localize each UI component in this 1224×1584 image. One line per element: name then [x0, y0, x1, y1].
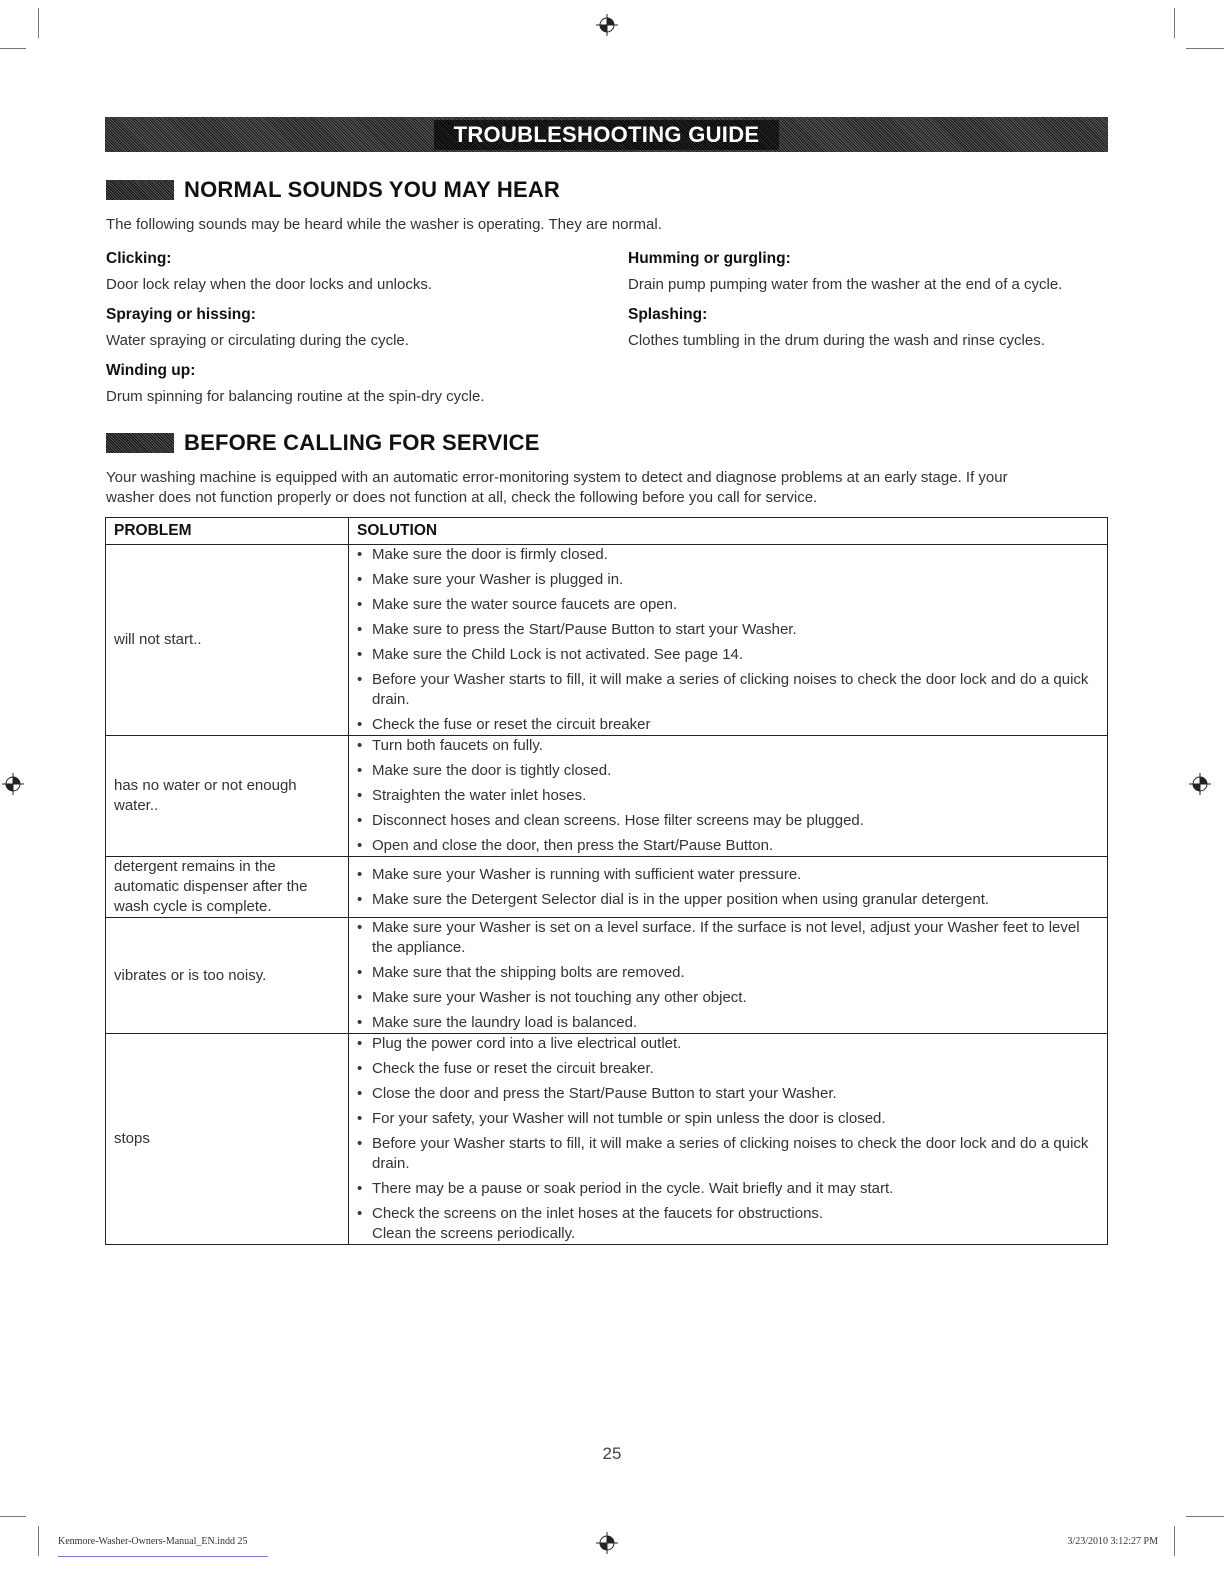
crop-mark [1186, 48, 1224, 49]
sound-desc-winding: Drum spinning for balancing routine at the spin-dry cycle. [106, 388, 485, 405]
service-heading [106, 430, 540, 456]
banner-title: TROUBLESHOOTING GUIDE [434, 120, 780, 150]
normal-sounds-intro: The following sounds may be heard while the washer is operating. They are normal. [106, 216, 662, 233]
solution-item: • Open and close the door, then press the Start/Pause Button. [357, 836, 1099, 856]
solution-cell [349, 545, 1108, 736]
service-title: BEFORE CALLING FOR SERVICE [184, 430, 540, 455]
table-row [106, 545, 1108, 736]
table-row [106, 857, 1108, 918]
problem-cell: vibrates or is too noisy. [106, 918, 349, 1034]
solution-item: • Make sure your Washer is set on a level surface. If the surface is not level, adjust your Washer feet to level the appliance. [357, 918, 1099, 958]
solution-item: • Make sure that the shipping bolts are removed. [357, 963, 1099, 983]
service-intro-line-2: washer does not function properly or does not function at all, check the following before you call for service. [106, 489, 818, 506]
solution-list [357, 545, 1099, 735]
registration-mark-icon [596, 1532, 618, 1554]
sound-label-splashing: Splashing: [628, 306, 708, 323]
table-header-row [106, 518, 1108, 545]
registration-mark-icon [596, 14, 618, 36]
crop-mark [1174, 8, 1175, 38]
problem-cell: will not start.. [106, 545, 349, 736]
section-banner [105, 117, 1108, 152]
sound-desc-spraying: Water spraying or circulating during the cycle. [106, 332, 409, 349]
solution-item: • Before your Washer starts to fill, it will make a series of clicking noises to check the door lock and do a quick drain. [357, 670, 1099, 710]
normal-sounds-title: NORMAL SOUNDS YOU MAY HEAR [184, 177, 560, 202]
solution-list [357, 736, 1099, 856]
solution-item: • Make sure the Detergent Selector dial is in the upper position when using granular detergent. [357, 890, 1099, 910]
solution-list [357, 865, 1099, 910]
crop-mark [0, 1516, 26, 1517]
table-row [106, 1034, 1108, 1245]
heading-marker [106, 180, 174, 200]
solution-item: • Make sure the laundry load is balanced. [357, 1013, 1099, 1033]
crop-mark [38, 8, 39, 38]
solution-item: • Check the fuse or reset the circuit breaker [357, 715, 1099, 735]
problem-cell: stops [106, 1034, 349, 1245]
solution-item: • Straighten the water inlet hoses. [357, 786, 1099, 806]
sound-label-winding: Winding up: [106, 362, 196, 379]
registration-mark-icon [1189, 773, 1211, 795]
solution-item: • Make sure your Washer is not touching any other object. [357, 988, 1099, 1008]
solution-item: • There may be a pause or soak period in the cycle. Wait briefly and it may start. [357, 1179, 1099, 1199]
crop-mark [1186, 1516, 1224, 1517]
troubleshooting-table [105, 517, 1108, 1245]
problem-cell: detergent remains in the automatic dispenser after the wash cycle is complete. [106, 857, 349, 918]
sound-desc-clicking: Door lock relay when the door locks and unlocks. [106, 276, 433, 293]
header-problem: PROBLEM [106, 518, 349, 545]
solution-item: • Make sure the door is tightly closed. [357, 761, 1099, 781]
solution-item: • Make sure your Washer is plugged in. [357, 570, 1099, 590]
footer-underline [58, 1556, 268, 1557]
footer-timestamp: 3/23/2010 3:12:27 PM [1067, 1536, 1158, 1547]
solution-list [357, 1034, 1099, 1244]
solution-item: • Turn both faucets on fully. [357, 736, 1099, 756]
footer-filename: Kenmore-Washer-Owners-Manual_EN.indd 25 [58, 1536, 248, 1547]
solution-item: • Check the screens on the inlet hoses at the faucets for obstructions. Clean the screens periodically. [357, 1204, 1099, 1244]
service-intro-line-1: Your washing machine is equipped with an automatic error-monitoring system to detect and diagnose problems at an early stage. If your [106, 469, 1008, 486]
header-solution: SOLUTION [349, 518, 1108, 545]
problem-cell: has no water or not enough water.. [106, 736, 349, 857]
table-row [106, 918, 1108, 1034]
crop-mark [0, 48, 26, 49]
heading-marker [106, 433, 174, 453]
solution-cell [349, 918, 1108, 1034]
sound-label-humming: Humming or gurgling: [628, 250, 791, 267]
page-number: 25 [602, 1444, 622, 1463]
solution-item: • Disconnect hoses and clean screens. Hose filter screens may be plugged. [357, 811, 1099, 831]
crop-mark [1174, 1526, 1175, 1556]
normal-sounds-heading [106, 177, 560, 203]
table-row [106, 736, 1108, 857]
sound-label-spraying: Spraying or hissing: [106, 306, 256, 323]
solution-cell [349, 736, 1108, 857]
solution-item: • For your safety, your Washer will not tumble or spin unless the door is closed. [357, 1109, 1099, 1129]
solution-list [357, 918, 1099, 1033]
solution-item: • Make sure the water source faucets are open. [357, 595, 1099, 615]
solution-item: • Check the fuse or reset the circuit breaker. [357, 1059, 1099, 1079]
solution-item: • Make sure the door is firmly closed. [357, 545, 1099, 565]
solution-item: • Make sure your Washer is running with sufficient water pressure. [357, 865, 1099, 885]
solution-item: • Make sure to press the Start/Pause Button to start your Washer. [357, 620, 1099, 640]
solution-item: • Make sure the Child Lock is not activated. See page 14. [357, 645, 1099, 665]
registration-mark-icon [2, 773, 24, 795]
solution-cell [349, 1034, 1108, 1245]
solution-item: • Before your Washer starts to fill, it will make a series of clicking noises to check the door lock and do a quick drain. [357, 1134, 1099, 1174]
sound-label-clicking: Clicking: [106, 250, 172, 267]
solution-cell [349, 857, 1108, 918]
solution-item: • Close the door and press the Start/Pause Button to start your Washer. [357, 1084, 1099, 1104]
sound-desc-humming: Drain pump pumping water from the washer at the end of a cycle. [628, 276, 1063, 293]
sound-desc-splashing: Clothes tumbling in the drum during the wash and rinse cycles. [628, 332, 1045, 349]
solution-item: • Plug the power cord into a live electrical outlet. [357, 1034, 1099, 1054]
crop-mark [38, 1526, 39, 1556]
